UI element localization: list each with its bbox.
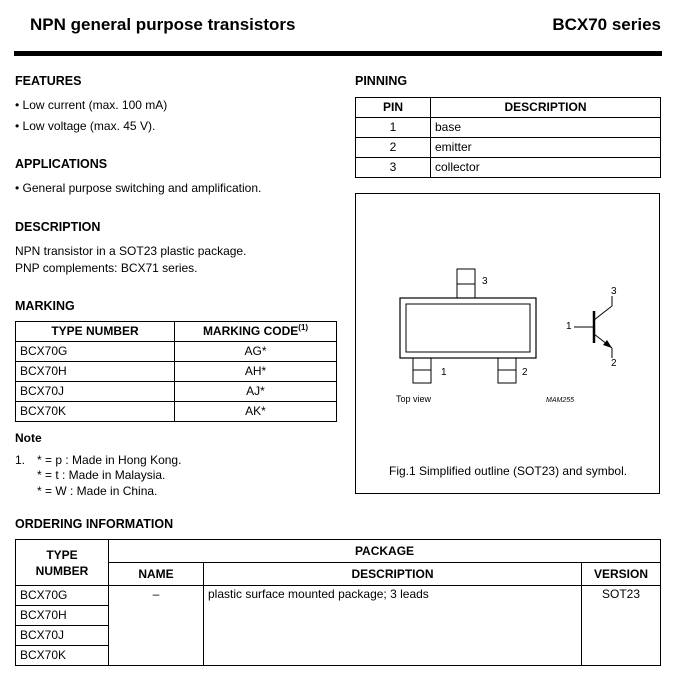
note-line: * = t : Made in Malaysia. (37, 468, 166, 482)
ordering-col-name: NAME (109, 563, 204, 586)
ordering-desc: plastic surface mounted package; 3 leads (204, 586, 582, 666)
ordering-col-desc: DESCRIPTION (204, 563, 582, 586)
pin-number: 1 (356, 118, 431, 138)
pinning-table (355, 97, 661, 178)
note-heading: Note (15, 431, 42, 445)
ordering-col-type-l1: TYPE (46, 547, 78, 562)
note-line: * = W : Made in China. (37, 484, 158, 498)
features-item-text: Low voltage (max. 45 V). (22, 119, 156, 133)
features-item-text: Low current (max. 100 mA) (22, 98, 168, 112)
description-line: PNP complements: BCX71 series. (15, 261, 198, 275)
marking-code: AJ* (175, 382, 337, 402)
table-row (16, 362, 337, 382)
marking-code: AH* (175, 362, 337, 382)
pin-desc: emitter (431, 138, 661, 158)
marking-table (15, 321, 337, 422)
figure-code: MAM255 (546, 397, 575, 404)
ordering-name: – (109, 586, 204, 666)
symbol-label-2: 2 (611, 358, 617, 369)
symbol-emitter-arrow (603, 340, 612, 348)
marking-code: AK* (175, 402, 337, 422)
table-row (16, 382, 337, 402)
ordering-type: BCX70K (16, 646, 109, 666)
ordering-col-version: VERSION (582, 563, 661, 586)
top-view-label: Top view (396, 394, 432, 404)
marking-type: BCX70G (16, 342, 175, 362)
features-item: • Low voltage (max. 45 V). (15, 119, 156, 133)
symbol-label-3: 3 (611, 286, 617, 297)
pin-desc: base (431, 118, 661, 138)
package-inner (406, 304, 530, 352)
table-row (16, 402, 337, 422)
table-row (16, 586, 661, 606)
pinning-col-pin: PIN (356, 98, 431, 118)
ordering-version: SOT23 (582, 586, 661, 666)
pin2-label: 2 (522, 367, 528, 378)
marking-col-code-note: (1) (298, 323, 309, 332)
table-row (356, 158, 661, 178)
package-outline (400, 298, 536, 358)
marking-type: BCX70K (16, 402, 175, 422)
features-heading: FEATURES (15, 74, 82, 88)
header-rule (14, 51, 662, 56)
note-line: * = p : Made in Hong Kong. (37, 453, 182, 467)
pin-number: 2 (356, 138, 431, 158)
applications-heading: APPLICATIONS (15, 157, 108, 171)
ordering-table (15, 539, 661, 666)
pinning-heading: PINNING (355, 74, 408, 88)
marking-type: BCX70H (16, 362, 175, 382)
applications-item-text: General purpose switching and amplification. (22, 181, 262, 195)
note-number: 1. (15, 453, 26, 467)
features-item: • Low current (max. 100 mA) (15, 98, 168, 112)
ordering-col-type (16, 540, 109, 586)
symbol-collector-line (594, 306, 612, 320)
pin-number: 3 (356, 158, 431, 178)
table-row (16, 342, 337, 362)
marking-heading: MARKING (15, 299, 75, 313)
marking-col-type: TYPE NUMBER (16, 322, 175, 342)
pinning-col-desc: DESCRIPTION (431, 98, 661, 118)
pin3-label: 3 (482, 276, 488, 287)
sot23-figure (356, 194, 659, 493)
marking-col-code-label: MARKING CODE (202, 324, 299, 338)
symbol-label-1: 1 (566, 321, 572, 332)
table-row (356, 138, 661, 158)
description-line: NPN transistor in a SOT23 plastic package. (15, 244, 247, 258)
applications-item: • General purpose switching and amplification. (15, 181, 262, 195)
marking-code: AG* (175, 342, 337, 362)
doc-series: BCX70 series (552, 15, 661, 34)
ordering-col-type-l2: NUMBER (35, 563, 89, 578)
table-row (356, 118, 661, 138)
ordering-type: BCX70J (16, 626, 109, 646)
ordering-type: BCX70H (16, 606, 109, 626)
marking-type: BCX70J (16, 382, 175, 402)
ordering-col-package: PACKAGE (109, 540, 661, 563)
ordering-heading: ORDERING INFORMATION (15, 517, 174, 531)
description-heading: DESCRIPTION (15, 220, 101, 234)
pin-desc: collector (431, 158, 661, 178)
figure-caption: Fig.1 Simplified outline (SOT23) and symbol. (389, 464, 628, 478)
marking-col-code (175, 322, 337, 342)
pin1-label: 1 (441, 367, 447, 378)
figure-box (355, 193, 660, 494)
doc-title: NPN general purpose transistors (30, 15, 296, 34)
ordering-type: BCX70G (16, 586, 109, 606)
